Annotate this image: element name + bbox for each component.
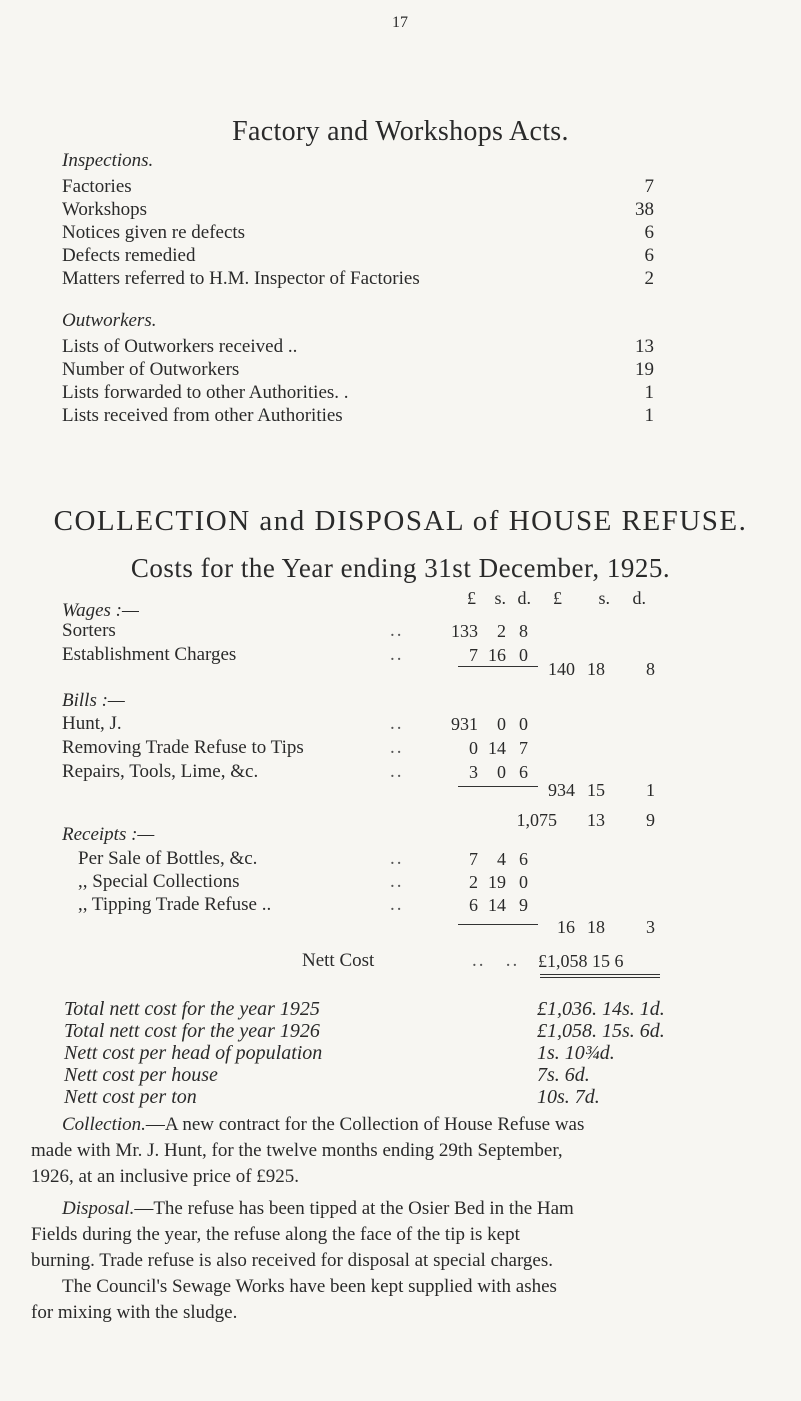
inspection-row-label: Workshops [62, 199, 148, 220]
receipts-row-pounds: 7 [469, 849, 478, 869]
receipts-row-pence: 9 [519, 895, 528, 915]
bills-total-rule [458, 786, 538, 787]
bills-row-shillings: 14 [488, 738, 506, 758]
summary-value: 7s. 6d. [537, 1064, 590, 1086]
wages-heading: Wages :— [62, 600, 139, 621]
subtotal-shillings: 13 [587, 810, 605, 830]
double-rule-bottom [540, 977, 660, 978]
leader-dots: .. [390, 644, 404, 665]
bills-row-pounds: 931 [451, 714, 478, 734]
disposal-title: Disposal. [62, 1198, 135, 1219]
inspection-row-label: Matters referred to H.M. Inspector of Factories [62, 268, 420, 289]
inspections-heading: Inspections. [62, 150, 154, 171]
col-header-pounds: £ [467, 588, 476, 608]
bills-total-pounds: 934 [548, 780, 575, 800]
receipts-row-pounds: 2 [469, 872, 478, 892]
outworkers-heading: Outworkers. [62, 310, 157, 331]
summary-value: £1,036. 14s. 1d. [537, 998, 665, 1020]
disposal-line: Disposal.—The refuse has been tipped at the Osier Bed in the Ham [62, 1198, 574, 1219]
receipts-total-shillings: 18 [587, 917, 605, 937]
wages-row-pounds: 133 [451, 621, 478, 641]
inspection-row-label: Notices given re defects [62, 222, 246, 243]
leader-dots: .. [390, 871, 404, 892]
receipts-row-label: ,, Tipping Trade Refuse .. [78, 894, 272, 915]
outworker-row-value: 1 [644, 405, 654, 426]
inspection-row-label: Factories [62, 176, 132, 197]
bills-row-pounds: 3 [469, 762, 478, 782]
summary-label: Total nett cost for the year 1925 [64, 998, 320, 1020]
inspection-row-value: 6 [644, 222, 654, 243]
collection-heading: COLLECTION and DISPOSAL of HOUSE REFUSE. [53, 505, 748, 537]
inspection-row-label: Defects remedied [62, 245, 196, 266]
bills-total-pence: 1 [646, 780, 655, 800]
wages-total-pounds: 140 [548, 659, 575, 679]
page-number: 17 [392, 14, 408, 31]
bills-row-pence: 0 [519, 714, 528, 734]
receipts-total-pence: 3 [646, 917, 655, 937]
receipts-row-pounds: 6 [469, 895, 478, 915]
receipts-row-pence: 6 [519, 849, 528, 869]
wages-row-pence: 0 [519, 645, 528, 665]
nett-cost-label: Nett Cost [302, 950, 375, 971]
receipts-row-shillings: 14 [488, 895, 506, 915]
collection-title: Collection. [62, 1114, 146, 1135]
summary-label: Nett cost per ton [64, 1086, 197, 1108]
summary-label: Nett cost per head of population [64, 1042, 323, 1064]
disposal-line: The Council's Sewage Works have been kept supplied with ashes [62, 1276, 557, 1297]
receipts-row-shillings: 4 [497, 849, 506, 869]
bills-row-shillings: 0 [497, 714, 506, 734]
col-header-pence-2: d. [632, 588, 646, 608]
nett-cost-value: £1,058 15 6 [538, 951, 624, 971]
bills-row-label: Removing Trade Refuse to Tips [62, 737, 304, 758]
outworker-row-label: Lists of Outworkers received .. [62, 336, 298, 357]
leader-dots: .. [390, 848, 404, 869]
wages-row-shillings: 16 [488, 645, 506, 665]
disposal-line: burning. Trade refuse is also received for disposal at special charges. [31, 1250, 553, 1271]
receipts-row-shillings: 19 [488, 872, 506, 892]
bills-row-shillings: 0 [497, 762, 506, 782]
receipts-row-label: ,, Special Collections [78, 871, 240, 892]
wages-total-pence: 8 [646, 659, 655, 679]
outworker-row-label: Lists forwarded to other Authorities. . [62, 382, 349, 403]
subtotal-pounds: 1,075 [516, 810, 557, 830]
outworker-row-value: 19 [635, 359, 654, 380]
inspection-row-value: 2 [644, 268, 654, 289]
subtotal-pence: 9 [646, 810, 655, 830]
disposal-line: for mixing with the sludge. [31, 1302, 238, 1323]
summary-label: Nett cost per house [64, 1064, 218, 1086]
collection-line: 1926, at an inclusive price of £925. [31, 1166, 300, 1187]
receipts-row-pence: 0 [519, 872, 528, 892]
leader-dots: .. [390, 713, 404, 734]
inspection-row-value: 38 [635, 199, 654, 220]
wages-row-pounds: 7 [469, 645, 478, 665]
receipts-heading: Receipts :— [62, 824, 155, 845]
collection-line: made with Mr. J. Hunt, for the twelve months ending 29th September, [31, 1140, 563, 1161]
outworker-row-label: Lists received from other Authorities [62, 405, 343, 426]
wages-row-label: Establishment Charges [62, 644, 237, 665]
col-header-shillings-2: s. [598, 588, 610, 608]
bills-row-pence: 7 [519, 738, 528, 758]
page-title: Factory and Workshops Acts. [232, 116, 569, 147]
leader-dots: .. [390, 761, 404, 782]
outworker-row-value: 1 [644, 382, 654, 403]
inspection-row-value: 6 [644, 245, 654, 266]
bills-heading: Bills :— [62, 690, 125, 711]
receipts-total-rule [458, 924, 538, 925]
wages-row-pence: 8 [519, 621, 528, 641]
receipts-total-pounds: 16 [557, 917, 575, 937]
receipts-row-label: Per Sale of Bottles, &c. [78, 848, 258, 869]
bills-row-label: Hunt, J. [62, 713, 122, 734]
leader-dots: .. [390, 894, 404, 915]
nett-cost-dots: .. .. [472, 950, 520, 971]
disposal-line: Fields during the year, the refuse along the face of the tip is kept [31, 1224, 520, 1245]
bills-row-pence: 6 [519, 762, 528, 782]
summary-value: £1,058. 15s. 6d. [537, 1020, 665, 1042]
wages-total-shillings: 18 [587, 659, 605, 679]
leader-dots: .. [390, 737, 404, 758]
summary-value: 10s. 7d. [537, 1086, 600, 1108]
wages-row-label: Sorters [62, 620, 116, 641]
wages-total-rule [458, 666, 538, 667]
inspection-row-value: 7 [644, 176, 654, 197]
summary-label: Total nett cost for the year 1926 [64, 1020, 320, 1042]
leader-dots: .. [390, 620, 404, 641]
outworker-row-value: 13 [635, 336, 654, 357]
outworker-row-label: Number of Outworkers [62, 359, 240, 380]
wages-row-shillings: 2 [497, 621, 506, 641]
col-header-shillings: s. [494, 588, 506, 608]
col-header-pence: d. [517, 588, 531, 608]
collection-line: Collection.—A new contract for the Collection of House Refuse was [62, 1114, 585, 1135]
bills-row-pounds: 0 [469, 738, 478, 758]
costs-heading: Costs for the Year ending 31st December, 1925. [130, 553, 671, 583]
col-header-pounds-2: £ [553, 588, 562, 608]
summary-value: 1s. 10¾d. [537, 1042, 615, 1064]
bills-total-shillings: 15 [587, 780, 605, 800]
double-rule-top [540, 974, 660, 975]
bills-row-label: Repairs, Tools, Lime, &c. [62, 761, 259, 782]
